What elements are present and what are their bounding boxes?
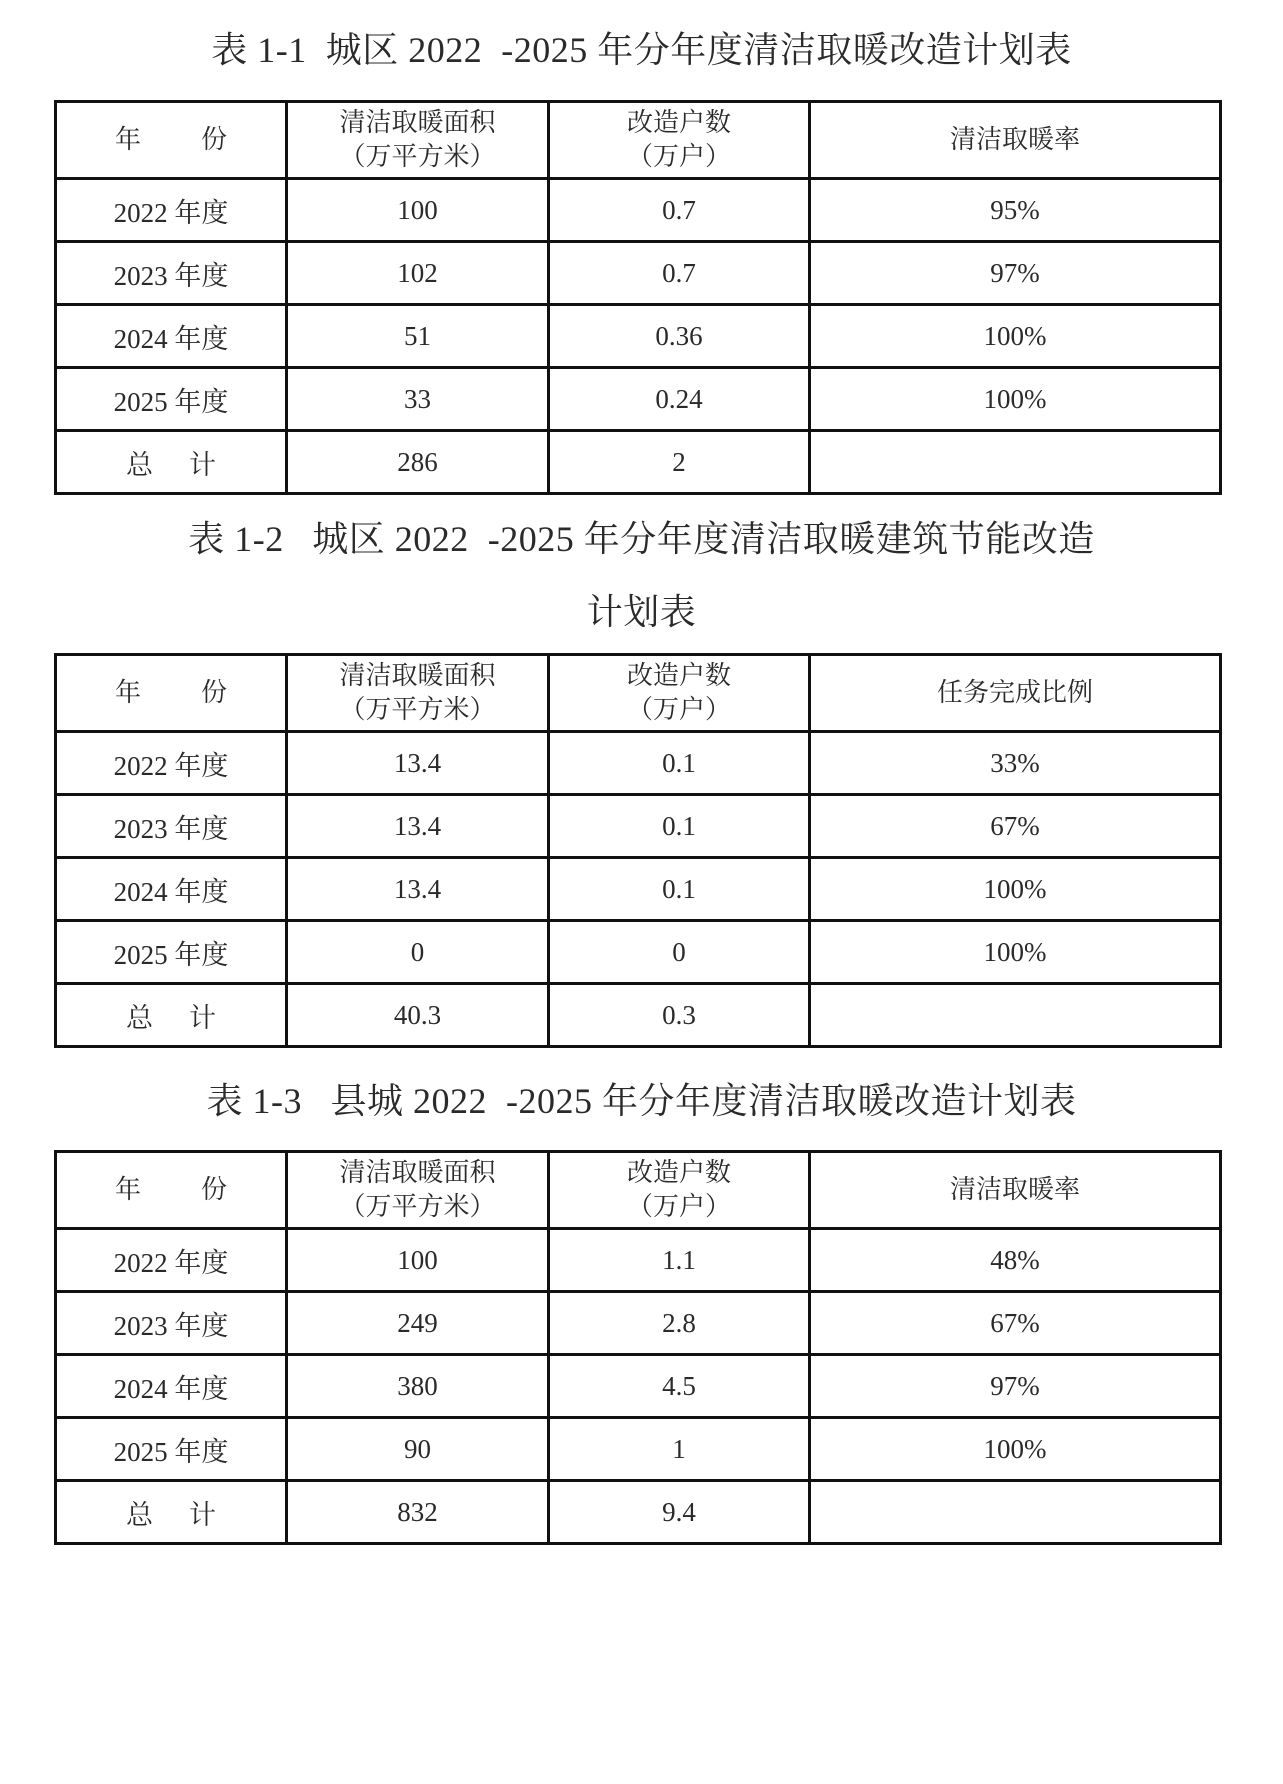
total-label: 总 计	[56, 1481, 287, 1544]
header-rate: 清洁取暖率	[810, 1152, 1221, 1229]
total-area: 286	[287, 431, 549, 494]
cell-rate: 67%	[810, 795, 1221, 858]
cell-year: 2022 年度	[56, 179, 287, 242]
cell-households: 0.1	[549, 732, 810, 795]
table-1-2-title-line-2: 计划表	[586, 592, 697, 632]
table-header-row	[56, 655, 1221, 732]
cell-area: 380	[287, 1355, 549, 1418]
table-row	[56, 732, 1221, 795]
header-households: 改造户数 （万户）	[549, 655, 810, 732]
table-1-1	[54, 100, 1222, 495]
cell-year: 2024 年度	[56, 858, 287, 921]
cell-area: 13.4	[287, 732, 549, 795]
total-households: 0.3	[549, 984, 810, 1047]
cell-households: 1.1	[549, 1229, 810, 1292]
cell-rate: 100%	[810, 921, 1221, 984]
cell-households: 0.1	[549, 795, 810, 858]
header-households: 改造户数 （万户）	[549, 102, 810, 179]
cell-households: 0.36	[549, 305, 810, 368]
cell-area: 100	[287, 179, 549, 242]
cell-area: 13.4	[287, 795, 549, 858]
table-row	[56, 1418, 1221, 1481]
cell-households: 4.5	[549, 1355, 810, 1418]
total-households: 9.4	[549, 1481, 810, 1544]
cell-year: 2024 年度	[56, 1355, 287, 1418]
total-area: 40.3	[287, 984, 549, 1047]
table-header-row	[56, 1152, 1221, 1229]
table-1-2	[54, 653, 1222, 1048]
header-completion-ratio: 任务完成比例	[810, 655, 1221, 732]
header-year: 年 份	[56, 1152, 287, 1229]
table-row	[56, 305, 1221, 368]
cell-rate: 95%	[810, 179, 1221, 242]
total-area: 832	[287, 1481, 549, 1544]
cell-year: 2025 年度	[56, 368, 287, 431]
cell-area: 33	[287, 368, 549, 431]
table-row	[56, 179, 1221, 242]
header-area: 清洁取暖面积 （万平方米）	[287, 655, 549, 732]
total-rate	[810, 984, 1221, 1047]
cell-rate: 97%	[810, 242, 1221, 305]
table-header-row	[56, 102, 1221, 179]
table-row	[56, 242, 1221, 305]
cell-area: 13.4	[287, 858, 549, 921]
cell-area: 0	[287, 921, 549, 984]
total-rate	[810, 1481, 1221, 1544]
header-year: 年 份	[56, 102, 287, 179]
cell-rate: 100%	[810, 1418, 1221, 1481]
cell-year: 2023 年度	[56, 242, 287, 305]
total-row	[56, 431, 1221, 494]
total-row	[56, 984, 1221, 1047]
cell-rate: 100%	[810, 305, 1221, 368]
cell-area: 249	[287, 1292, 549, 1355]
table-row	[56, 1229, 1221, 1292]
cell-rate: 67%	[810, 1292, 1221, 1355]
cell-year: 2022 年度	[56, 1229, 287, 1292]
cell-year: 2022 年度	[56, 732, 287, 795]
table-1-3	[54, 1150, 1222, 1545]
table-row	[56, 368, 1221, 431]
table-1-3-title: 表 1-3 县城 2022 -2025 年分年度清洁取暖改造计划表	[206, 1081, 1077, 1121]
cell-area: 51	[287, 305, 549, 368]
cell-area: 102	[287, 242, 549, 305]
cell-households: 0	[549, 921, 810, 984]
table-row	[56, 1292, 1221, 1355]
cell-area: 100	[287, 1229, 549, 1292]
total-rate	[810, 431, 1221, 494]
cell-rate: 100%	[810, 368, 1221, 431]
total-label: 总 计	[56, 984, 287, 1047]
cell-households: 0.1	[549, 858, 810, 921]
cell-year: 2025 年度	[56, 1418, 287, 1481]
header-area: 清洁取暖面积 （万平方米）	[287, 1152, 549, 1229]
table-1-1-title: 表 1-1 城区 2022 -2025 年分年度清洁取暖改造计划表	[211, 30, 1072, 70]
cell-rate: 97%	[810, 1355, 1221, 1418]
cell-rate: 33%	[810, 732, 1221, 795]
cell-households: 0.24	[549, 368, 810, 431]
cell-area: 90	[287, 1418, 549, 1481]
header-households: 改造户数 （万户）	[549, 1152, 810, 1229]
table-1-2-title-line-1: 表 1-2 城区 2022 -2025 年分年度清洁取暖建筑节能改造	[188, 519, 1095, 559]
cell-households: 2.8	[549, 1292, 810, 1355]
cell-households: 0.7	[549, 242, 810, 305]
cell-year: 2024 年度	[56, 305, 287, 368]
table-row	[56, 1355, 1221, 1418]
cell-year: 2023 年度	[56, 795, 287, 858]
header-rate: 清洁取暖率	[810, 102, 1221, 179]
cell-households: 0.7	[549, 179, 810, 242]
header-area: 清洁取暖面积 （万平方米）	[287, 102, 549, 179]
cell-rate: 100%	[810, 858, 1221, 921]
total-households: 2	[549, 431, 810, 494]
cell-rate: 48%	[810, 1229, 1221, 1292]
cell-year: 2023 年度	[56, 1292, 287, 1355]
total-row	[56, 1481, 1221, 1544]
cell-year: 2025 年度	[56, 921, 287, 984]
table-row	[56, 858, 1221, 921]
table-row	[56, 795, 1221, 858]
total-label: 总 计	[56, 431, 287, 494]
header-year: 年 份	[56, 655, 287, 732]
cell-households: 1	[549, 1418, 810, 1481]
table-row	[56, 921, 1221, 984]
